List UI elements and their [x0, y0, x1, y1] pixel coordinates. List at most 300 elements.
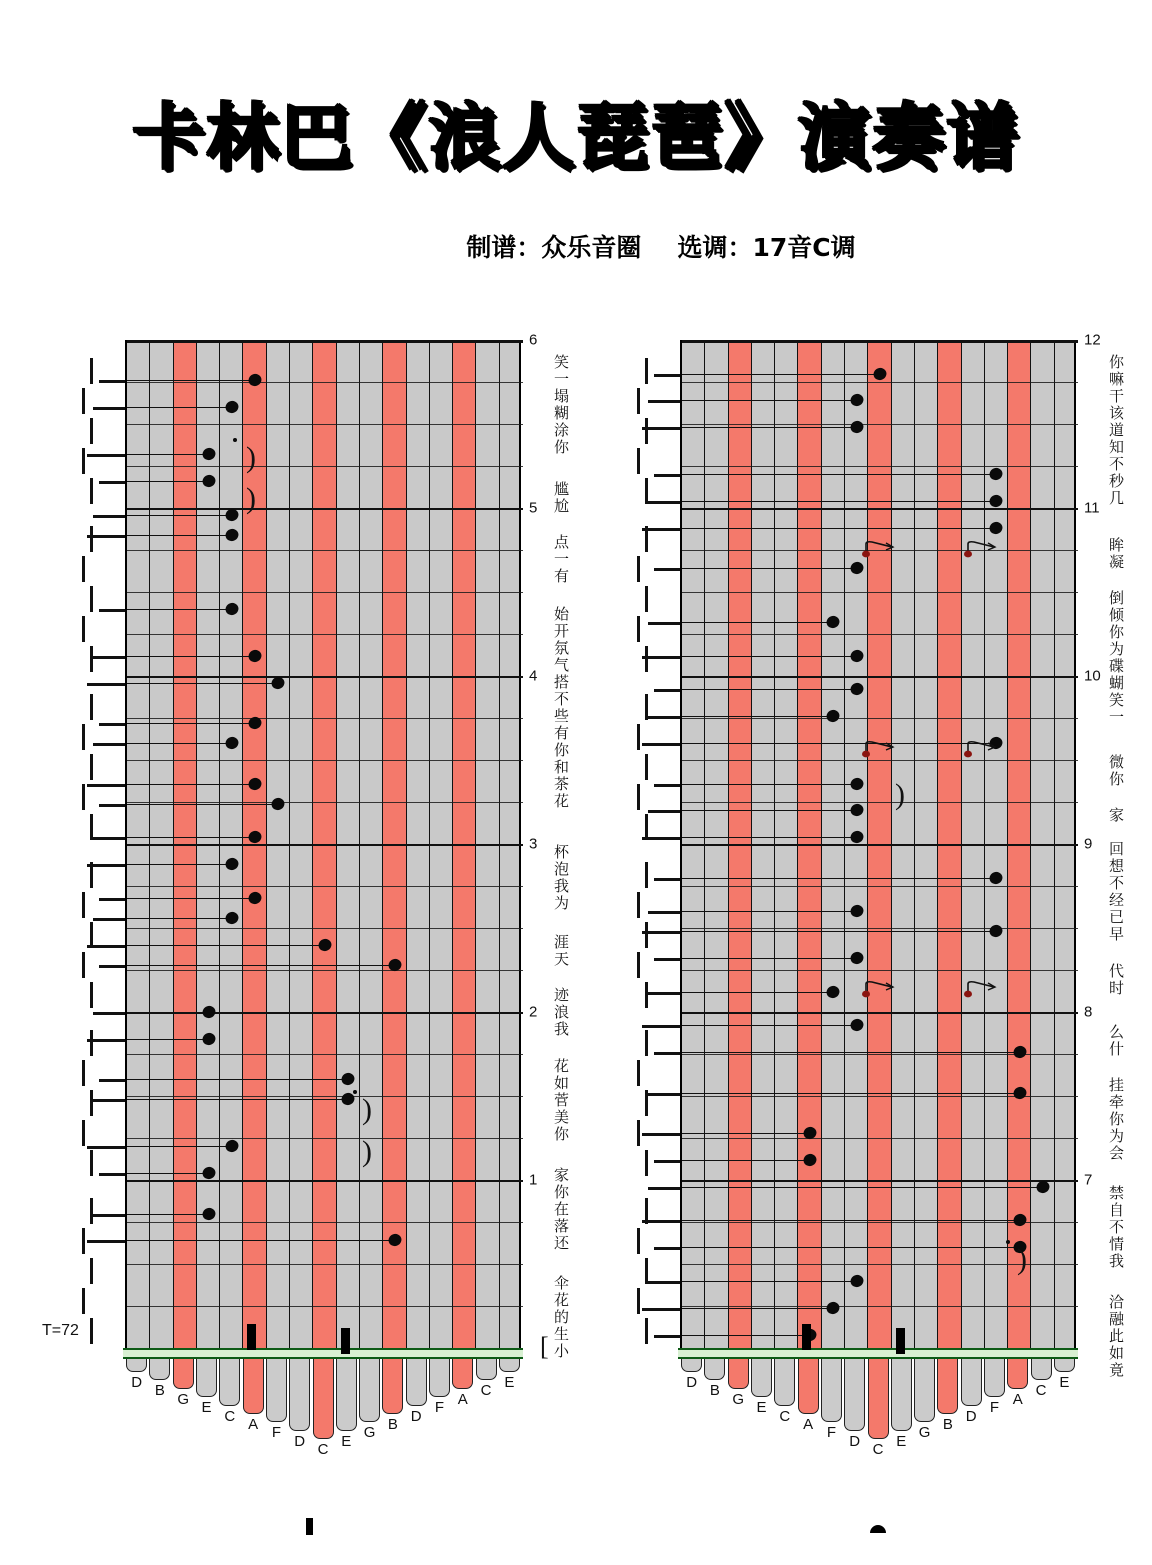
note-connector [127, 535, 232, 536]
rhythm-beam [87, 454, 127, 457]
tine-B-1[interactable] [149, 1358, 170, 1380]
rhythm-beam [99, 1079, 127, 1082]
rhythm-stem [637, 724, 640, 750]
damper-mark-2 [341, 1328, 350, 1354]
rhythm-beam [99, 481, 127, 484]
beat-rule [127, 1054, 523, 1055]
note-connector [127, 918, 232, 919]
measure-number-4: 4 [529, 667, 538, 685]
note-connector [682, 528, 996, 529]
start-bracket: [ [540, 1332, 549, 1361]
rhythm-stem [645, 862, 648, 888]
rhythm-stem [82, 616, 85, 642]
rhythm-stem [645, 814, 648, 840]
slide-arrow-icon [862, 740, 896, 765]
rhythm-stem [82, 1060, 85, 1086]
tine-E-3[interactable] [751, 1358, 772, 1397]
rhythm-beam [654, 1052, 682, 1055]
note-connector [682, 784, 857, 785]
note-connector [127, 804, 278, 805]
tine-F-13[interactable] [984, 1358, 1005, 1397]
rhythm-beam [642, 1025, 682, 1028]
measure-number-11: 11 [1084, 499, 1100, 517]
credit-label: 制谱：众乐音圈 [466, 233, 642, 262]
measure-number-7: 7 [1084, 1171, 1093, 1189]
note-connector [127, 481, 209, 482]
tine-label-B-1: B [709, 1382, 720, 1400]
measure-rule-3 [127, 844, 523, 846]
rhythm-beam [87, 864, 127, 867]
tine-label-D-12: D [410, 1407, 422, 1425]
rhythm-beam [648, 992, 682, 995]
rhythm-beam [87, 1240, 127, 1243]
rhythm-beam [87, 683, 127, 686]
tine-label-D-0: D [131, 1374, 143, 1391]
rhythm-beam [648, 911, 682, 914]
beat-rule [682, 382, 1078, 383]
rhythm-stem [645, 754, 648, 780]
tempo-marking: T=72 [42, 1322, 79, 1339]
rhythm-beam [93, 656, 127, 659]
rhythm-stem [90, 418, 93, 444]
tine-label-D-7: D [294, 1432, 306, 1450]
tine-label-D-7: D [849, 1432, 861, 1450]
rhythm-stem [637, 784, 640, 810]
tine-D-0[interactable] [126, 1358, 147, 1372]
tine-label-D-0: D [686, 1374, 698, 1391]
rhythm-beam [648, 810, 682, 813]
tine-B-11[interactable] [382, 1358, 403, 1414]
rhythm-stem [82, 388, 85, 414]
rhythm-stem [645, 1090, 648, 1116]
lyric-column-4: 家 [1107, 806, 1125, 824]
measure-number-5: 5 [529, 499, 538, 517]
beat-rule [682, 634, 1078, 635]
tine-label-G-10: G [918, 1424, 931, 1442]
stray-mark-left [306, 1518, 313, 1535]
slur-mark: ) [246, 441, 256, 474]
rhythm-beam [648, 400, 682, 403]
kalimba-keyboard [125, 1348, 521, 1468]
note-connector [127, 723, 255, 724]
slide-arrow-icon [862, 980, 896, 1005]
rhythm-beam [87, 945, 127, 948]
measure-number-1: 1 [529, 1171, 538, 1189]
rhythm-stem [645, 478, 648, 504]
lyric-column-2: 点一有 [552, 534, 570, 585]
stray-mark-right [870, 1525, 886, 1533]
rhythm-stem [645, 1198, 648, 1224]
measure-rule-3 [682, 844, 1078, 846]
rhythm-stem [82, 448, 85, 474]
note-connector [127, 1012, 209, 1013]
tine-label-B-1: B [154, 1382, 165, 1400]
tine-label-D-12: D [965, 1407, 977, 1425]
note-connector [127, 1079, 348, 1080]
lyric-column-9: 洽融此如竟 [1107, 1293, 1125, 1379]
note-connector [127, 743, 232, 744]
rhythm-stem [637, 448, 640, 474]
note-connector [127, 683, 278, 684]
beat-rule [127, 886, 523, 887]
rhythm-stem [645, 526, 648, 552]
tine-label-C-15: C [1035, 1382, 1047, 1400]
rhythm-beam [99, 380, 127, 383]
rhythm-beam [99, 1173, 127, 1176]
tine-label-E-3: E [201, 1399, 212, 1417]
lyric-column-5: 回想不经已早 代时 [1107, 841, 1125, 997]
lyric-column-2: 倒倾你为碟蝴笑一 [1107, 589, 1125, 726]
note-connector [682, 1335, 810, 1336]
rhythm-beam [642, 837, 682, 840]
tine-D-0[interactable] [681, 1358, 702, 1372]
rhythm-beam [642, 743, 682, 746]
note-connector [682, 1220, 1020, 1221]
page-title: 卡林巴《浪人琵琶》演奏谱 [131, 95, 1020, 179]
tine-C-15[interactable] [476, 1358, 497, 1380]
rhythm-stem [90, 754, 93, 780]
damper-mark-2 [896, 1328, 905, 1354]
beat-rule [682, 802, 1078, 803]
tine-C-8[interactable] [868, 1358, 889, 1439]
rhythm-stem [637, 952, 640, 978]
rhythm-stem [645, 358, 648, 384]
rhythm-stem [645, 982, 648, 1008]
rhythm-stem [645, 694, 648, 720]
rhythm-beam [654, 1335, 682, 1338]
note-connector [127, 945, 325, 946]
key-label: 选调：17音C调 [677, 233, 856, 262]
beat-rule [127, 1306, 523, 1307]
note-connector [682, 427, 857, 428]
beat-rule [127, 970, 523, 971]
tine-A-14[interactable] [1007, 1358, 1028, 1389]
rhythm-beam [648, 716, 682, 719]
measure-number-12: 12 [1084, 331, 1101, 349]
note-connector [682, 1308, 833, 1309]
rhythm-stem [645, 646, 648, 672]
lyric-column-5: 涯天 [552, 933, 570, 968]
tine-A-5[interactable] [243, 1358, 264, 1414]
tine-B-1[interactable] [704, 1358, 725, 1380]
rhythm-stem [637, 892, 640, 918]
slide-arrow-icon [862, 540, 896, 565]
beat-rule [127, 592, 523, 593]
measure-number-6: 6 [529, 331, 538, 349]
rhythm-stem [90, 1090, 93, 1116]
rhythm-stem [90, 478, 93, 504]
note-connector [127, 454, 209, 455]
rhythm-beam [99, 609, 127, 612]
rhythm-beam [99, 898, 127, 901]
rhythm-beam [642, 656, 682, 659]
grid-top-rule [682, 340, 1078, 343]
measure-number-3: 3 [529, 835, 538, 853]
lyric-column-0: 你嘛干该道知不秒几 [1107, 354, 1125, 507]
rhythm-stem [645, 922, 648, 948]
beat-rule [682, 424, 1078, 425]
rhythm-beam [654, 958, 682, 961]
beat-rule [127, 1096, 523, 1097]
rhythm-beam [93, 918, 127, 921]
tine-E-9[interactable] [336, 1358, 357, 1431]
tine-D-7[interactable] [289, 1358, 310, 1431]
damper-mark-1 [247, 1324, 256, 1350]
rhythm-stem [645, 1030, 648, 1056]
beat-rule [682, 970, 1078, 971]
note-connector [127, 1214, 209, 1215]
rhythm-beam [654, 474, 682, 477]
tine-F-6[interactable] [266, 1358, 287, 1422]
rhythm-stem [90, 1150, 93, 1176]
slur-mark: ) [895, 778, 905, 811]
note-connector [682, 474, 996, 475]
tine-label-A-14: A [1012, 1390, 1023, 1408]
tine-label-C-15: C [480, 1382, 492, 1400]
beat-rule [682, 928, 1078, 929]
tine-E-16[interactable] [1054, 1358, 1075, 1372]
rhythm-stem [82, 892, 85, 918]
tine-label-C-8: C [872, 1441, 884, 1459]
tine-E-16[interactable] [499, 1358, 520, 1372]
tine-D-12[interactable] [961, 1358, 982, 1406]
tine-label-B-11: B [387, 1416, 398, 1433]
rhythm-gutter [630, 340, 682, 1348]
beat-rule [682, 1138, 1078, 1139]
tine-E-3[interactable] [196, 1358, 217, 1397]
rhythm-beam [648, 1093, 682, 1096]
note-connector [682, 1025, 857, 1026]
tine-F-6[interactable] [821, 1358, 842, 1422]
measure-number-8: 8 [1084, 1003, 1093, 1021]
rhythm-beam [93, 407, 127, 410]
rhythm-stem [645, 586, 648, 612]
rhythm-beam [642, 427, 682, 430]
note-connector [682, 958, 857, 959]
tine-A-5[interactable] [798, 1358, 819, 1414]
rhythm-stem [645, 1258, 648, 1284]
note-connector [127, 898, 255, 899]
lyric-column-9: 伞花的生小 [552, 1275, 570, 1360]
rhythm-stem [90, 1198, 93, 1224]
note-connector [127, 1039, 209, 1040]
tine-label-A-5: A [248, 1416, 259, 1433]
rhythm-beam [654, 1247, 682, 1250]
tine-C-15[interactable] [1031, 1358, 1052, 1380]
tine-G-2[interactable] [728, 1358, 749, 1389]
rhythm-beam [93, 1012, 127, 1015]
tine-label-G-2: G [732, 1390, 745, 1408]
lyric-column-8: 禁自不情我 [1107, 1185, 1125, 1270]
beat-rule [127, 718, 523, 719]
beat-rule [127, 466, 523, 467]
lyric-column-7: 挂牵你为会 [1107, 1076, 1125, 1162]
note-connector [127, 837, 255, 838]
rhythm-stem [645, 1318, 648, 1344]
rhythm-beam [87, 784, 127, 787]
note-connector [682, 743, 996, 744]
measure-number-10: 10 [1084, 667, 1101, 685]
rhythm-beam [93, 1214, 127, 1217]
tine-G-10[interactable] [359, 1358, 380, 1422]
tine-B-11[interactable] [937, 1358, 958, 1414]
note-connector [127, 609, 232, 610]
tine-label-E-3: E [756, 1399, 767, 1417]
note-connector [682, 1133, 810, 1134]
rhythm-beam [99, 723, 127, 726]
lyric-column-8: 家你在落还 [552, 1166, 570, 1252]
note-connector [682, 374, 880, 375]
note-connector [127, 656, 255, 657]
note-connector [682, 1281, 857, 1282]
tine-label-E-16: E [504, 1374, 515, 1391]
rhythm-beam [642, 528, 682, 531]
tine-label-G-2: G [177, 1390, 190, 1408]
lyric-column-4: 杯泡我为 [552, 843, 570, 912]
note-connector [127, 380, 255, 381]
measure-rule-1 [127, 508, 523, 510]
note-connector [682, 878, 996, 879]
rhythm-beam [99, 965, 127, 968]
tine-D-12[interactable] [406, 1358, 427, 1406]
rhythm-beam [93, 837, 127, 840]
rhythm-stem [637, 1228, 640, 1254]
rhythm-stem [90, 862, 93, 888]
note-connector [682, 568, 857, 569]
rhythm-beam [648, 1187, 682, 1190]
rhythm-beam [654, 374, 682, 377]
rhythm-beam [642, 931, 682, 934]
tine-label-B-11: B [942, 1416, 953, 1433]
beat-rule [682, 592, 1078, 593]
tine-C-8[interactable] [313, 1358, 334, 1439]
note-connector [682, 810, 857, 811]
measure-number-9: 9 [1084, 835, 1093, 853]
beat-rule [127, 382, 523, 383]
lyric-column-3: 微你 [1107, 753, 1125, 788]
measure-rule-2 [682, 676, 1078, 678]
lyric-column-0: 笑一塌糊涂你 [552, 354, 570, 456]
rhythm-stem [90, 694, 93, 720]
rhythm-beam [642, 1133, 682, 1136]
rhythm-beam [654, 784, 682, 787]
tine-C-4[interactable] [219, 1358, 240, 1406]
rhythm-beam [99, 804, 127, 807]
damper-mark-1 [802, 1324, 811, 1350]
tine-label-F-6: F [826, 1424, 836, 1442]
rhythm-stem [90, 526, 93, 552]
lyric-column-3: 始开氛气搭不些有你和茶花 [552, 605, 570, 810]
note-connector [127, 1146, 232, 1147]
rhythm-stem [645, 418, 648, 444]
tine-C-4[interactable] [774, 1358, 795, 1406]
tine-label-F-13: F [434, 1399, 445, 1417]
tab-grid [680, 340, 1076, 1348]
tine-E-9[interactable] [891, 1358, 912, 1431]
note-connector [682, 501, 996, 502]
beat-rule [127, 550, 523, 551]
beat-rule [127, 760, 523, 761]
lyric-column-6: 么什 [1107, 1023, 1125, 1058]
rhythm-stem [637, 1120, 640, 1146]
beat-rule [127, 1138, 523, 1139]
rhythm-beam [654, 1160, 682, 1163]
rhythm-beam [648, 1281, 682, 1284]
slide-arrow-icon [964, 740, 998, 765]
note-connector [682, 837, 857, 838]
rhythm-beam [93, 743, 127, 746]
rhythm-stem [90, 982, 93, 1008]
rhythm-stem [82, 784, 85, 810]
tine-A-14[interactable] [452, 1358, 473, 1389]
rhythm-stem [90, 1258, 93, 1284]
rhythm-stem [90, 646, 93, 672]
beat-rule [127, 424, 523, 425]
beat-rule [127, 928, 523, 929]
tine-label-C-8: C [317, 1441, 329, 1459]
slur-mark: ) [362, 1093, 372, 1126]
rhythm-stem [82, 1120, 85, 1146]
tine-label-C-4: C [779, 1407, 791, 1425]
beat-rule [682, 886, 1078, 887]
tine-F-13[interactable] [429, 1358, 450, 1397]
rhythm-beam [87, 1039, 127, 1042]
beat-rule [127, 1222, 523, 1223]
note-connector [682, 911, 857, 912]
lyric-column-1: 尴尬 [552, 481, 570, 515]
rhythm-stem [82, 1288, 85, 1314]
rhythm-beam [642, 1220, 682, 1223]
tine-label-F-6: F [271, 1424, 281, 1442]
note-connector [682, 656, 857, 657]
rhythm-beam [87, 535, 127, 538]
rhythm-beam [642, 1308, 682, 1311]
measure-number-2: 2 [529, 1003, 538, 1021]
rhythm-stem [82, 556, 85, 582]
keyboard-baseline [678, 1348, 1078, 1359]
beat-rule [127, 634, 523, 635]
note-connector [682, 689, 857, 690]
tine-D-7[interactable] [844, 1358, 865, 1431]
note-connector [682, 992, 833, 993]
measure-rule-5 [127, 1180, 523, 1182]
note-connector [682, 400, 857, 401]
rhythm-stem [90, 1318, 93, 1344]
beat-rule [682, 466, 1078, 467]
rhythm-beam [93, 515, 127, 518]
note-connector [127, 784, 255, 785]
tine-label-G-10: G [363, 1424, 376, 1442]
note-connector [682, 1247, 1020, 1248]
slur-mark: ) [1017, 1243, 1027, 1276]
note-connector [127, 515, 232, 516]
rhythm-gutter [75, 340, 127, 1348]
tine-label-A-14: A [457, 1390, 468, 1408]
rhythm-beam [648, 501, 682, 504]
tab-grid [125, 340, 521, 1348]
rhythm-beam [654, 689, 682, 692]
rhythm-stem [637, 556, 640, 582]
tine-G-10[interactable] [914, 1358, 935, 1422]
note-connector [682, 1093, 1020, 1094]
slide-arrow-icon [964, 980, 998, 1005]
beat-rule [682, 718, 1078, 719]
header [0, 0, 1152, 300]
tine-label-E-9: E [896, 1432, 907, 1450]
staccato-dot [233, 438, 237, 442]
tine-G-2[interactable] [173, 1358, 194, 1389]
staccato-dot [353, 1090, 357, 1094]
